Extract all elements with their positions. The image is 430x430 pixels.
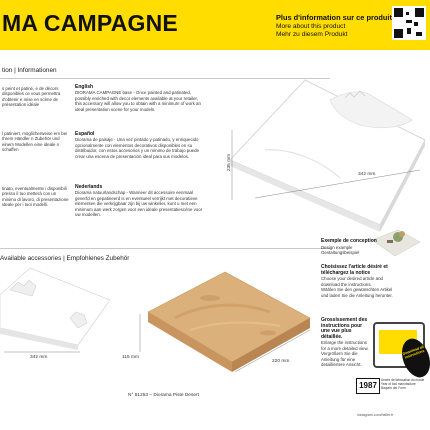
enlarge-instructions-text xyxy=(321,318,371,368)
spanish-text: Diorama de paisaje - Una vez pintado y patinado, y enriquecido opcionalmente con elementos decorativos disponibles en su distribuidor, con estos accesorios y un mínimo de trabajo puede crear una escena de presentación ideal para sus modelos. xyxy=(75,137,199,159)
choose-de: Wählen Sie den gewünschten Artikel und laden Sie die Anleitung herunter. xyxy=(321,287,393,298)
english-text: DIORAMA CAMPAGNE base - Once painted and patinated, possibly enriched with decor elements available at your retailer, this accessory will allow you to obtain with a minimum of work an ideal presentation scene for your models. xyxy=(75,90,201,112)
accessory-width-label: 342 mm xyxy=(30,355,48,360)
example-en: Design example xyxy=(321,244,353,250)
dutch-text: Diorama natuurlandschap - Wanneer dit accessoire eenmaal geverfd en gepatineerd is en eventueel verrijkt met decoratieve elementen die verkrijgbaar zijn bij uw winkelier, kunt u met een minimum aan werk zorgen voor een ideale presentatiescène voor uw modellen. xyxy=(75,190,203,218)
more-info-de: Mehr zu diesem Produkt xyxy=(276,31,348,39)
german-text: l patiniert, möglicherweise ern bei Ihrem Händler n Zubehör und einem Modellen eine ideale n schaffen xyxy=(2,131,68,153)
enlarge-de: Vergrößern Sie die Anleitung für eine detailliertere Ansicht. xyxy=(321,351,362,367)
accessory-caption[interactable]: N° 81253 – Diorama Piste Desert xyxy=(128,393,199,398)
accessory-height-label: 115 mm xyxy=(122,355,139,360)
spanish-label: Español xyxy=(75,131,95,137)
more-info-fr: Plus d'information sur ce produit xyxy=(276,13,392,22)
example-de: Gestaltungsbeispiel xyxy=(321,250,360,255)
accessory-plaster-image xyxy=(0,268,110,352)
french-text: s peint et patiné, e de décors disponibles ce vous permettra d'obtenir e mise en scène de présentation idéale xyxy=(2,86,61,108)
more-info-en: More about this product xyxy=(276,22,346,30)
main-diorama-image xyxy=(230,80,425,232)
enlarge-en: Enlarge the instructions for a more detailed view. xyxy=(321,340,369,351)
page-title: MA CAMPAGNE xyxy=(2,10,178,36)
english-label: English xyxy=(75,84,94,90)
enlarge-fr: Grossissement des instructions pour une vue plus détaillée. xyxy=(321,317,368,340)
accessories-heading: Available accessories | Empfohlenes Zubehör xyxy=(0,255,130,262)
desert-piste-image xyxy=(140,272,310,372)
year-badge: 1987 xyxy=(356,378,380,394)
italian-text: tinato, eventualmente i disponibili presso il tuo metterà con un minimo di lavoro, di presentazione ideale per i tuoi modelli. xyxy=(2,186,69,208)
information-subheading: tion | Informationen xyxy=(2,67,57,74)
instagram-link[interactable]: instagram.com/heller.fr xyxy=(357,413,394,417)
year-badge-text: Année de fabrication du moule Year of tool manufacture Baujahr der Form xyxy=(381,378,425,390)
choose-fr: Choisissez l'article désiré et téléchargez la notice xyxy=(321,264,388,276)
download-instructions-text xyxy=(321,265,393,298)
example-fr: Exemple de conception xyxy=(321,238,377,244)
width-dimension-label: 342 mm xyxy=(358,172,376,177)
accessory-depth-label: 220 mm xyxy=(272,359,290,364)
design-example-caption xyxy=(321,239,381,256)
divider xyxy=(0,248,330,249)
download-all-badge[interactable]: Download all instructions xyxy=(397,335,430,381)
height-dimension-label: 235 mm xyxy=(227,153,233,172)
dutch-label: Nederlands xyxy=(75,184,103,190)
choose-en: Choose your desired article and download the instructions. xyxy=(321,276,383,287)
